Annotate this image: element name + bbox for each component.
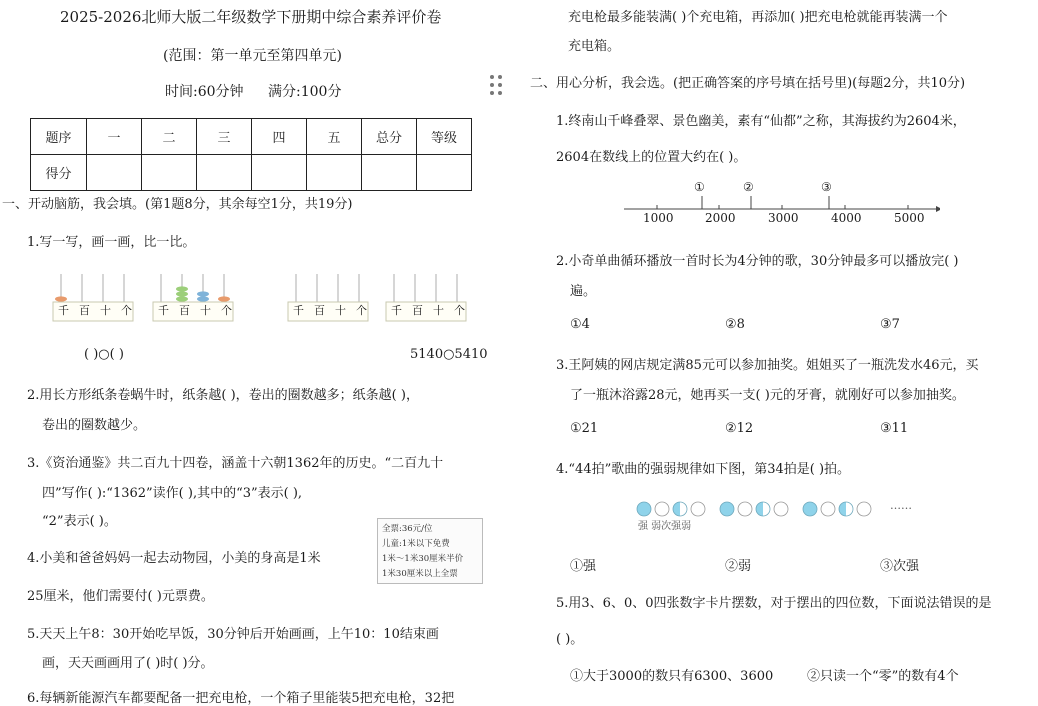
abacus-label: 千 bbox=[58, 304, 69, 317]
number-line-tick: 3000 bbox=[768, 211, 799, 225]
question-1-6-line1: 6.每辆新能源汽车都要配备一把充电枪，一个箱子里能装5把充电枪，32把 bbox=[27, 691, 455, 706]
q1-compare-numbers: 5140○5410 bbox=[410, 347, 488, 362]
number-line-mark: ③ bbox=[821, 180, 832, 194]
exam-title: 2025-2026北师大版二年级数学下册期中综合素养评价卷 bbox=[60, 8, 442, 26]
abacus-label: 百 bbox=[79, 304, 90, 317]
beat-caption: 强 弱次强弱 bbox=[638, 521, 692, 532]
table-cell: 二 bbox=[142, 119, 197, 155]
abacus-label: 个 bbox=[121, 304, 132, 317]
option-2-2-c[interactable]: ③7 bbox=[880, 317, 900, 332]
abacus-label: 百 bbox=[412, 304, 423, 317]
abacus-label: 千 bbox=[391, 304, 402, 317]
notice-line: 1米30厘米以上全票 bbox=[382, 569, 458, 579]
abacus-label: 百 bbox=[314, 304, 325, 317]
question-2-2-line2: 遍。 bbox=[570, 284, 597, 299]
table-cell: 五 bbox=[307, 119, 362, 155]
question-1-5-line2: 画，天天画画用了( )时( )分。 bbox=[42, 656, 214, 671]
option-2-5-b[interactable]: ②只读一个“零”的数有4个 bbox=[807, 669, 959, 684]
option-2-3-b[interactable]: ②12 bbox=[725, 421, 754, 436]
number-line-labels bbox=[620, 180, 940, 228]
question-1-4-line2: 25厘米，他们需要付( )元票费。 bbox=[27, 589, 214, 604]
score-cell[interactable] bbox=[417, 155, 472, 191]
option-2-4-a[interactable]: ①强 bbox=[570, 559, 597, 574]
question-1-4-line1: 4.小美和爸爸妈妈一起去动物园，小美的身高是1米 bbox=[27, 551, 321, 566]
option-2-2-b[interactable]: ②8 bbox=[725, 317, 745, 332]
question-1-3-line3: “2”表示( )。 bbox=[42, 514, 117, 529]
number-line-tick: 1000 bbox=[643, 211, 674, 225]
abacus-label: 个 bbox=[356, 304, 367, 317]
score-cell[interactable] bbox=[87, 155, 142, 191]
abacus-label: 十 bbox=[433, 304, 444, 317]
beat-pattern bbox=[635, 499, 895, 519]
abacus-labels bbox=[53, 302, 478, 320]
abacus-label: 百 bbox=[179, 304, 190, 317]
exam-full-score: 满分:100分 bbox=[268, 84, 342, 100]
abacus-label: 十 bbox=[100, 304, 111, 317]
score-table-score-row bbox=[31, 155, 472, 191]
section-1-heading: 一、开动脑筋，我会填。(第1题8分，其余每空1分，共19分) bbox=[2, 197, 353, 212]
table-cell: 总分 bbox=[362, 119, 417, 155]
option-2-5-a[interactable]: ①大于3000的数只有6300、3600 bbox=[570, 669, 774, 684]
score-cell[interactable] bbox=[307, 155, 362, 191]
beat-ellipsis: …… bbox=[890, 499, 912, 512]
notice-line: 儿童:1米以下免费 bbox=[382, 539, 450, 549]
abacus-label: 十 bbox=[200, 304, 211, 317]
number-line-mark: ② bbox=[743, 180, 754, 194]
table-cell: 等级 bbox=[417, 119, 472, 155]
score-cell[interactable] bbox=[142, 155, 197, 191]
section-2-heading: 二、用心分析，我会选。(把正确答案的序号填在括号里)(每题2分，共10分) bbox=[530, 76, 966, 91]
exam-time: 时间:60分钟 bbox=[165, 84, 244, 100]
notice-line: 1米～1米30厘米半价 bbox=[382, 554, 464, 564]
question-1-3-line2: 四”写作( ):“1362”读作( ),其中的“3”表示( ), bbox=[42, 486, 303, 501]
question-1-1: 1.写一写，画一画，比一比。 bbox=[27, 235, 196, 250]
table-cell: 一 bbox=[87, 119, 142, 155]
q1-compare-blank[interactable]: ( )○( ) bbox=[84, 347, 124, 362]
question-1-2-line1: 2.用长方形纸条卷蜗牛时，纸条越( )，卷出的圈数越多；纸条越( )， bbox=[27, 388, 419, 403]
exam-range: (范围：第一单元至第四单元) bbox=[163, 48, 342, 64]
abacus-label: 千 bbox=[158, 304, 169, 317]
question-2-3-line1: 3.王阿姨的网店规定满85元可以参加抽奖。姐姐买了一瓶洗发水46元，买 bbox=[556, 358, 979, 373]
ticket-price-notice bbox=[377, 518, 483, 584]
question-2-3-line2: 了一瓶沐浴露28元，她再买一支( )元的牙膏，就刚好可以参加抽奖。 bbox=[570, 388, 965, 403]
table-cell: 三 bbox=[197, 119, 252, 155]
question-2-1-line2: 2604在数线上的位置大约在( )。 bbox=[556, 150, 747, 165]
question-1-5-line1: 5.天天上午8：30开始吃早饭，30分钟后开始画画，上午10：10结束画 bbox=[27, 627, 439, 642]
drag-handle-icon[interactable] bbox=[490, 75, 504, 97]
question-1-6-line3: 充电箱。 bbox=[568, 39, 621, 54]
question-2-5-line2: ( )。 bbox=[556, 632, 584, 647]
question-2-1-line1: 1.终南山千峰叠翠、景色幽美，素有“仙都”之称，其海拔约为2604米， bbox=[556, 114, 966, 129]
question-1-6-line2: 充电枪最多能装满( )个充电箱，再添加( )把充电枪就能再装满一个 bbox=[568, 10, 948, 25]
question-2-5-line1: 5.用3、6、0、0四张数字卡片摆数，对于摆出的四位数，下面说法错误的是 bbox=[556, 596, 992, 611]
option-2-2-a[interactable]: ①4 bbox=[570, 317, 590, 332]
abacus-label: 千 bbox=[293, 304, 304, 317]
table-cell: 得分 bbox=[31, 155, 87, 191]
number-line-tick: 5000 bbox=[894, 211, 925, 225]
question-2-4-line1: 4.“44拍”歌曲的强弱规律如下图，第34拍是( )拍。 bbox=[556, 462, 851, 477]
abacus-label: 个 bbox=[221, 304, 232, 317]
option-2-4-c[interactable]: ③次强 bbox=[880, 559, 920, 574]
option-2-3-a[interactable]: ①21 bbox=[570, 421, 599, 436]
score-cell[interactable] bbox=[197, 155, 252, 191]
score-table-header-row bbox=[31, 119, 472, 155]
option-2-4-b[interactable]: ②弱 bbox=[725, 559, 752, 574]
number-line-tick: 4000 bbox=[831, 211, 862, 225]
notice-line: 全票:36元/位 bbox=[382, 524, 433, 534]
table-cell: 四 bbox=[252, 119, 307, 155]
question-2-2-line1: 2.小奇单曲循环播放一首时长为4分钟的歌，30分钟最多可以播放完( ) bbox=[556, 254, 959, 269]
score-cell[interactable] bbox=[252, 155, 307, 191]
abacus-label: 个 bbox=[454, 304, 465, 317]
question-1-3-line1: 3.《资治通鉴》共二百九十四卷，涵盖十六朝1362年的历史。“二百九十 bbox=[27, 456, 444, 471]
number-line-mark: ① bbox=[694, 180, 705, 194]
number-line-tick: 2000 bbox=[705, 211, 736, 225]
score-cell[interactable] bbox=[362, 155, 417, 191]
option-2-3-c[interactable]: ③11 bbox=[880, 421, 909, 436]
abacus-label: 十 bbox=[335, 304, 346, 317]
score-table bbox=[30, 118, 472, 191]
question-1-2-line2: 卷出的圈数越少。 bbox=[42, 418, 147, 433]
table-cell: 题序 bbox=[31, 119, 87, 155]
